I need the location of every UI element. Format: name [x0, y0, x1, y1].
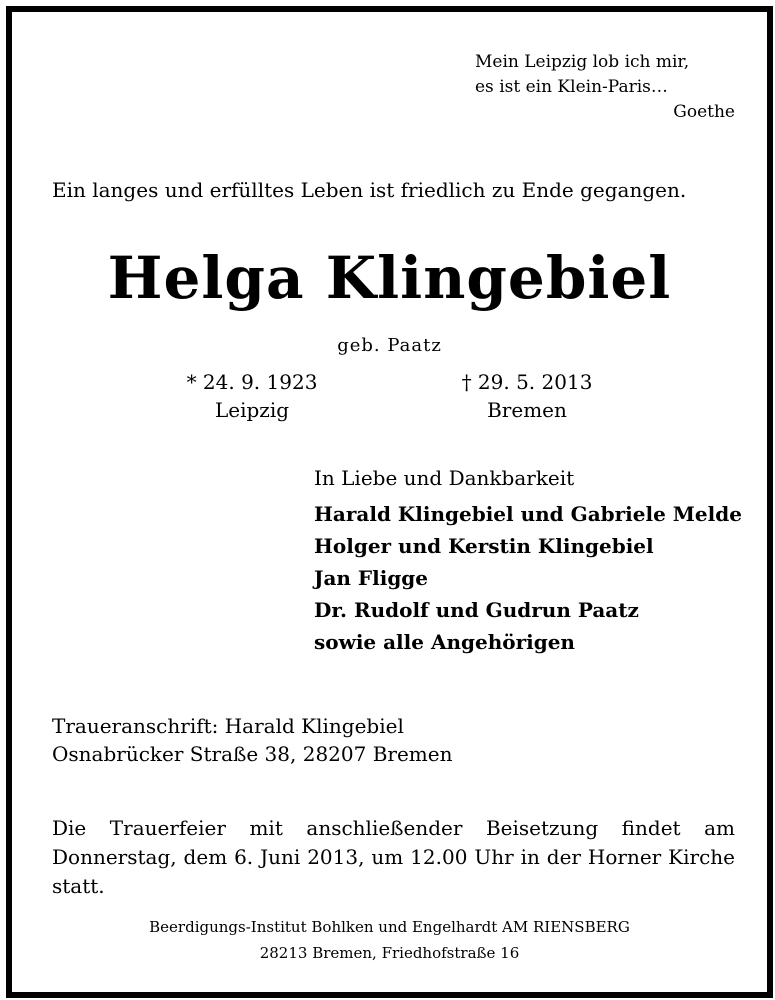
goethe-quote — [475, 50, 735, 125]
undertaker-info — [12, 914, 767, 966]
deceased-name: Helga Klingebiel — [107, 244, 672, 312]
birth-place: Leipzig — [214, 398, 290, 422]
birth-date: * 24. 9. 1923 — [186, 370, 318, 394]
quote-line-1: Mein Leipzig lob ich mir, — [475, 52, 690, 72]
obituary-notice — [6, 6, 773, 998]
quote-author: Goethe — [673, 102, 735, 122]
address-line-2: Osnabrücker Straße 38, 28207 Bremen — [52, 742, 453, 766]
maiden-name: geb. Paatz — [337, 335, 442, 356]
death-date: † 29. 5. 2013 — [461, 370, 593, 394]
birth-info — [162, 368, 342, 424]
mourner-name: Dr. Rudolf und Gudrun Paatz — [314, 598, 639, 622]
mourner-name: sowie alle Angehörigen — [314, 630, 575, 654]
undertaker-line-2: 28213 Bremen, Friedhofstraße 16 — [259, 944, 520, 962]
mourner-name: Jan Fligge — [314, 566, 429, 590]
ceremony-info: Die Trauerfeier mit anschließender Beisetzung findet am Donnerstag, dem 6. Juni 2013, um 12.00 Uhr in der Horner Kirche statt. — [52, 816, 735, 898]
intro-sentence: Ein langes und erfülltes Leben ist friedlich zu Ende gegangen. — [52, 178, 687, 202]
mourner-name: Harald Klingebiel und Gabriele Melde — [314, 502, 742, 526]
death-info — [437, 368, 617, 424]
mourner-name: Holger und Kerstin Klingebiel — [314, 534, 654, 558]
mourning-address — [52, 712, 452, 768]
mourners-lead: In Liebe und Dankbarkeit — [314, 466, 575, 490]
address-line-1: Traueranschrift: Harald Klingebiel — [52, 714, 404, 738]
undertaker-line-1: Beerdigungs-Institut Bohlken und Engelhardt AM RIENSBERG — [149, 918, 630, 936]
mourners-block — [314, 466, 742, 658]
quote-line-2: es ist ein Klein-Paris… — [475, 77, 668, 97]
death-place: Bremen — [487, 398, 567, 422]
